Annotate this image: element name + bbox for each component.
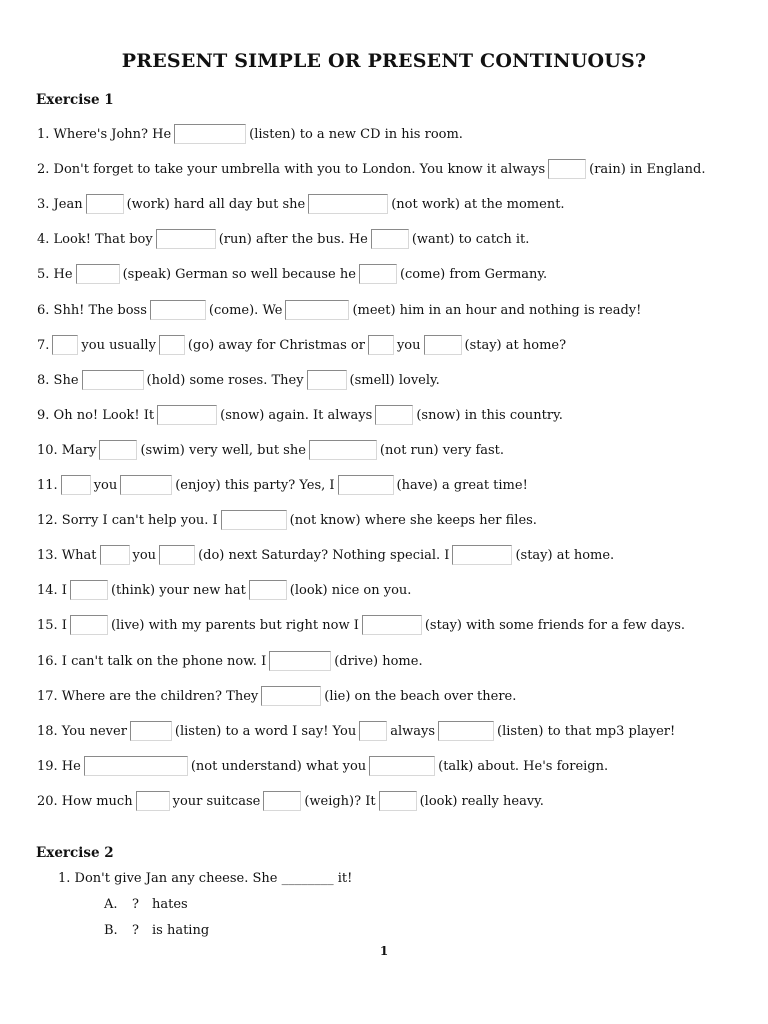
- exercise-line: [36, 615, 686, 637]
- answer-input[interactable]: [362, 615, 422, 635]
- answer-input[interactable]: [438, 721, 494, 741]
- exercise-line: [36, 300, 642, 322]
- exercise-line: [36, 264, 548, 286]
- option-text: hates: [152, 897, 188, 912]
- line-text: you: [93, 478, 118, 493]
- line-text: (swim) very well, but she: [140, 442, 306, 458]
- answer-input[interactable]: [130, 721, 172, 741]
- radio-placeholder-icon[interactable]: ?: [132, 923, 139, 938]
- radio-placeholder-icon[interactable]: ?: [132, 897, 139, 912]
- line-text: your suitcase: [172, 793, 261, 809]
- exercise-line: [36, 194, 566, 216]
- line-text: (do) next Saturday? Nothing special. I: [198, 548, 450, 564]
- answer-input[interactable]: [368, 335, 394, 355]
- answer-input[interactable]: [136, 791, 170, 811]
- answer-input[interactable]: [261, 686, 321, 706]
- answer-input[interactable]: [263, 791, 301, 811]
- line-text: (have) a great time!: [396, 478, 528, 493]
- exercise-line: [36, 475, 529, 497]
- answer-input[interactable]: [120, 475, 172, 495]
- line-text: 6. Shh! The boss: [37, 302, 147, 318]
- exercise-line: [36, 651, 424, 673]
- answer-input[interactable]: [156, 229, 216, 249]
- line-text: (not understand) what you: [190, 758, 367, 774]
- line-text: (not work) at the moment.: [391, 197, 565, 213]
- exercise-line: [36, 791, 545, 813]
- answer-input[interactable]: [52, 335, 78, 355]
- line-text: 8. She: [37, 372, 79, 388]
- line-text: 13. What: [37, 548, 97, 564]
- exercise-line: [36, 440, 505, 462]
- exercise-line: [36, 510, 538, 532]
- line-text: (work) hard all day but she: [126, 197, 306, 213]
- exercise-line: [36, 686, 517, 708]
- answer-input[interactable]: [249, 580, 287, 600]
- line-text: always: [390, 723, 436, 739]
- exercise-line: [36, 124, 464, 146]
- answer-input[interactable]: [99, 440, 137, 460]
- page-number: 1: [379, 944, 389, 958]
- line-text: 19. He: [37, 758, 81, 774]
- answer-input[interactable]: [369, 756, 435, 776]
- line-text: 10. Mary: [37, 442, 97, 458]
- line-text: (lie) on the beach over there.: [324, 688, 517, 704]
- answer-input[interactable]: [150, 300, 206, 320]
- line-text: 18. You never: [37, 723, 127, 739]
- line-text: (listen) to that mp3 player!: [497, 723, 676, 739]
- answer-input[interactable]: [82, 370, 144, 390]
- answer-input[interactable]: [159, 545, 195, 565]
- line-text: 1. Where's John? He: [37, 127, 172, 142]
- line-text: (listen) to a new CD in his room.: [249, 127, 463, 142]
- line-text: (come) from Germany.: [399, 267, 548, 283]
- line-text: 7.: [37, 337, 50, 353]
- line-text: 2. Don't forget to take your umbrella with you to London. You know it always: [37, 162, 546, 178]
- exercise-line: [36, 159, 706, 181]
- line-text: 20. How much: [37, 793, 133, 809]
- line-text: (stay) at home?: [464, 337, 567, 353]
- line-text: (live) with my parents but right now I: [110, 618, 359, 634]
- line-text: (smell) lovely.: [349, 372, 440, 388]
- answer-input[interactable]: [157, 405, 217, 425]
- answer-input[interactable]: [100, 545, 130, 565]
- line-text: you: [396, 337, 421, 353]
- answer-input[interactable]: [338, 475, 394, 495]
- exercise-line: [36, 405, 564, 427]
- line-text: (come). We: [208, 302, 283, 318]
- line-text: (meet) him in an hour and nothing is ready!: [352, 302, 642, 318]
- line-text: 12. Sorry I can't help you. I: [37, 513, 218, 529]
- option-label: A.: [104, 897, 118, 912]
- line-text: (stay) at home.: [515, 548, 615, 564]
- line-text: (think) your new hat: [110, 583, 246, 599]
- answer-input[interactable]: [452, 545, 512, 565]
- line-text: you: [132, 548, 157, 564]
- answer-input[interactable]: [86, 194, 124, 214]
- line-text: 5. He: [37, 267, 73, 283]
- answer-input[interactable]: [285, 300, 349, 320]
- line-text: 4. Look! That boy: [37, 232, 153, 248]
- line-text: 15. I: [37, 618, 67, 634]
- line-text: (rain) in England.: [589, 162, 706, 178]
- line-text: 9. Oh no! Look! It: [37, 407, 155, 423]
- line-text: (look) nice on you.: [289, 583, 412, 599]
- line-text: (hold) some roses. They: [146, 372, 304, 388]
- option-label: B.: [104, 923, 118, 938]
- line-text: 16. I can't talk on the phone now. I: [37, 653, 267, 669]
- line-text: 17. Where are the children? They: [37, 688, 259, 704]
- exercise-2-heading: Exercise 2: [36, 845, 114, 861]
- exercise-line: [36, 580, 412, 602]
- line-text: (snow) again. It always: [220, 407, 373, 423]
- answer-input[interactable]: [61, 475, 91, 495]
- line-text: 3. Jean: [37, 197, 83, 213]
- line-text: (weigh)? It: [304, 793, 376, 809]
- page-title: PRESENT SIMPLE OR PRESENT CONTINUOUS?: [121, 50, 647, 72]
- answer-input[interactable]: [70, 615, 108, 635]
- line-text: (go) away for Christmas or: [187, 337, 365, 353]
- exercise-line: [36, 756, 609, 778]
- option-text: is hating: [152, 923, 210, 938]
- line-text: (snow) in this country.: [416, 407, 563, 423]
- line-text: (listen) to a word I say! You: [174, 723, 357, 739]
- option-b[interactable]: [104, 923, 209, 938]
- line-text: (run) after the bus. He: [218, 232, 368, 248]
- answer-input[interactable]: [307, 370, 347, 390]
- line-text: 14. I: [37, 583, 67, 599]
- exercise-line: [36, 335, 567, 357]
- answer-input[interactable]: [308, 194, 388, 214]
- line-text: (want) to catch it.: [411, 232, 530, 248]
- line-text: (stay) with some friends for a few days.: [424, 618, 686, 634]
- answer-input[interactable]: [159, 335, 185, 355]
- answer-input[interactable]: [309, 440, 377, 460]
- line-text: (talk) about. He's foreign.: [438, 758, 609, 774]
- line-text: (drive) home.: [334, 653, 423, 669]
- exercise-line: [36, 721, 676, 743]
- answer-input[interactable]: [76, 264, 120, 284]
- answer-input[interactable]: [70, 580, 108, 600]
- exercise-line: [36, 229, 530, 251]
- answer-input[interactable]: [359, 721, 387, 741]
- line-text: (not know) where she keeps her files.: [289, 513, 537, 529]
- answer-input[interactable]: [375, 405, 413, 425]
- line-text: 11.: [37, 478, 58, 493]
- answer-input[interactable]: [548, 159, 586, 179]
- answer-input[interactable]: [359, 264, 397, 284]
- exercise-2-question: 1. Don't give Jan any cheese. She ________ it!: [58, 871, 353, 886]
- line-text: (speak) German so well because he: [122, 267, 356, 283]
- line-text: you usually: [81, 337, 156, 353]
- answer-input[interactable]: [379, 791, 417, 811]
- option-a[interactable]: [104, 897, 188, 912]
- exercise-line: [36, 370, 441, 392]
- answer-input[interactable]: [174, 124, 246, 144]
- line-text: (enjoy) this party? Yes, I: [175, 478, 335, 493]
- answer-input[interactable]: [424, 335, 462, 355]
- answer-input[interactable]: [221, 510, 287, 530]
- answer-input[interactable]: [371, 229, 409, 249]
- answer-input[interactable]: [269, 651, 331, 671]
- exercise-1-heading: Exercise 1: [36, 92, 114, 108]
- line-text: (not run) very fast.: [379, 442, 505, 458]
- answer-input[interactable]: [84, 756, 188, 776]
- exercise-line: [36, 545, 615, 567]
- line-text: (look) really heavy.: [419, 793, 544, 809]
